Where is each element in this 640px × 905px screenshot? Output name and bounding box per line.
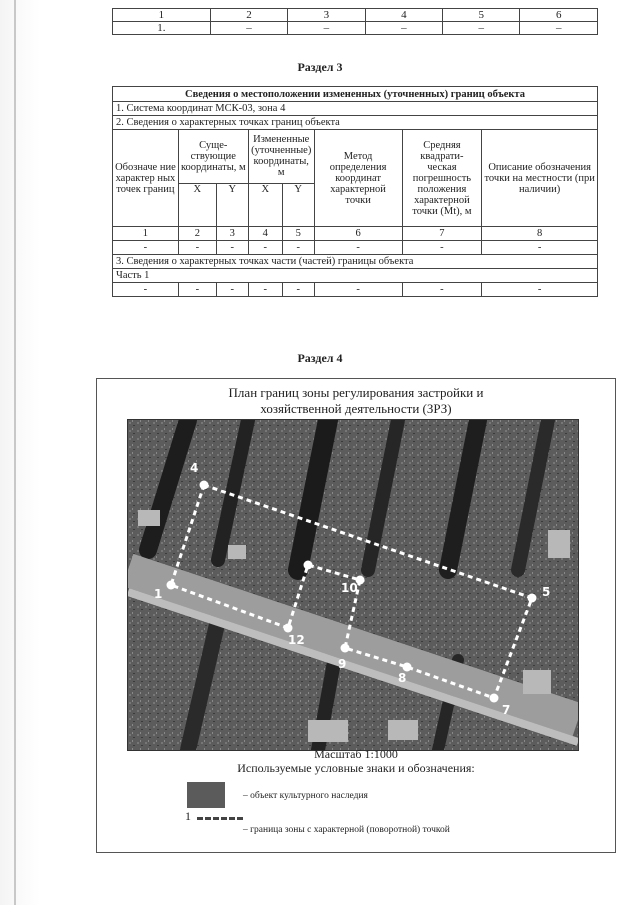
table-cell: - [216, 241, 248, 255]
table-cell: 1. [113, 22, 211, 35]
table-cell: – [520, 22, 598, 35]
table-cell: - [113, 241, 179, 255]
table-row [113, 130, 598, 184]
plan-title-line: хозяйственной деятельности (ЗРЗ) [260, 401, 452, 416]
table-cell: - [248, 241, 282, 255]
point-label: 5 [542, 585, 551, 599]
table-row [113, 241, 598, 255]
table-row [113, 255, 598, 269]
table-row [113, 227, 598, 241]
col-x: X [178, 183, 216, 226]
section-3-title: Раздел 3 [297, 60, 343, 74]
point-label: 8 [398, 671, 407, 685]
point-label: 10 [341, 581, 358, 595]
table-cell: – [210, 22, 287, 35]
legend-boundary-number: 1 [185, 809, 191, 823]
table-cell: - [178, 283, 216, 297]
point-label: 9 [338, 657, 347, 671]
table-cell: - [178, 241, 216, 255]
table-cell: - [314, 241, 402, 255]
table-cell: – [443, 22, 520, 35]
table-row [113, 9, 598, 22]
plan-title [97, 385, 615, 417]
table-cell: – [365, 22, 442, 35]
legend-heritage-text: – объект культурного наследия [243, 791, 368, 801]
legend-title: Используемые условные знаки и обозначения: [237, 761, 475, 775]
section-3-table [112, 86, 598, 297]
col-designation: Обозначе ние характер ных точек границ [113, 130, 179, 227]
table-cell: 3 [216, 227, 248, 241]
point-label: 7 [502, 703, 511, 717]
table-cell: - [482, 241, 598, 255]
table-row [113, 102, 598, 116]
col-x: X [248, 183, 282, 226]
table-cell: - [402, 241, 482, 255]
table-cell: 1 [113, 9, 211, 22]
table-cell: - [314, 283, 402, 297]
table-cell: 8 [482, 227, 598, 241]
top-table [112, 8, 598, 35]
table-cell: 1 [113, 227, 179, 241]
col-description: Описание обозначения точки на местности (при наличии) [482, 130, 598, 227]
point-label: 1 [154, 587, 163, 601]
section-4-title: Раздел 4 [297, 351, 343, 365]
table-cell: - [402, 283, 482, 297]
table-cell: 4 [248, 227, 282, 241]
table-cell: 2 [210, 9, 287, 22]
table-row [113, 269, 598, 283]
map-scale: Масштаб 1:1000 [314, 747, 398, 761]
boundary-legend-line [197, 817, 243, 820]
table-row [113, 116, 598, 130]
table-cell: 2 [178, 227, 216, 241]
table-cell: 4 [365, 9, 442, 22]
map-svg [128, 420, 578, 750]
table-cell: - [282, 241, 314, 255]
col-changed: Измененные (уточненные) координаты, м [248, 130, 314, 184]
legend-boundary-text: – граница зоны с характерной (поворотной) точкой [243, 825, 450, 835]
table-cell: - [216, 283, 248, 297]
table-cell: 6 [314, 227, 402, 241]
part-label: Часть 1 [113, 269, 598, 283]
table-row [113, 87, 598, 102]
table-cell: 5 [282, 227, 314, 241]
point-label: 12 [288, 633, 305, 647]
table-cell: - [113, 283, 179, 297]
plan-frame [96, 378, 616, 853]
table-cell: 6 [520, 9, 598, 22]
col-y: Y [282, 183, 314, 226]
scan-fold-line [14, 0, 16, 905]
aerial-map [127, 419, 579, 751]
table-cell: 7 [402, 227, 482, 241]
parts-heading: 3. Сведения о характерных точках части (частей) границы объекта [113, 255, 598, 269]
col-y: Y [216, 183, 248, 226]
point-label: 4 [190, 461, 199, 475]
plan-title-line: План границ зоны регулирования застройки и [228, 385, 484, 400]
table-cell: 3 [288, 9, 365, 22]
table-cell: - [282, 283, 314, 297]
table-title: Сведения о местоположении измененных (уточненных) границ объекта [113, 87, 598, 102]
col-error: Средняя квадрати- ческая погрешность положения характерной точки (Mt), м [402, 130, 482, 227]
table-row [113, 283, 598, 297]
table-cell: 5 [443, 9, 520, 22]
points-heading: 2. Сведения о характерных точках границ объекта [113, 116, 598, 130]
col-method: Метод определения координат характерной точки [314, 130, 402, 227]
table-cell: - [248, 283, 282, 297]
table-cell: – [288, 22, 365, 35]
table-cell: - [482, 283, 598, 297]
col-existing: Суще- ствующие координаты, м [178, 130, 248, 184]
coord-system: 1. Система координат МСК-03, зона 4 [113, 102, 598, 116]
heritage-legend-swatch [187, 782, 225, 808]
scan-edge [0, 0, 40, 905]
table-row [113, 22, 598, 35]
